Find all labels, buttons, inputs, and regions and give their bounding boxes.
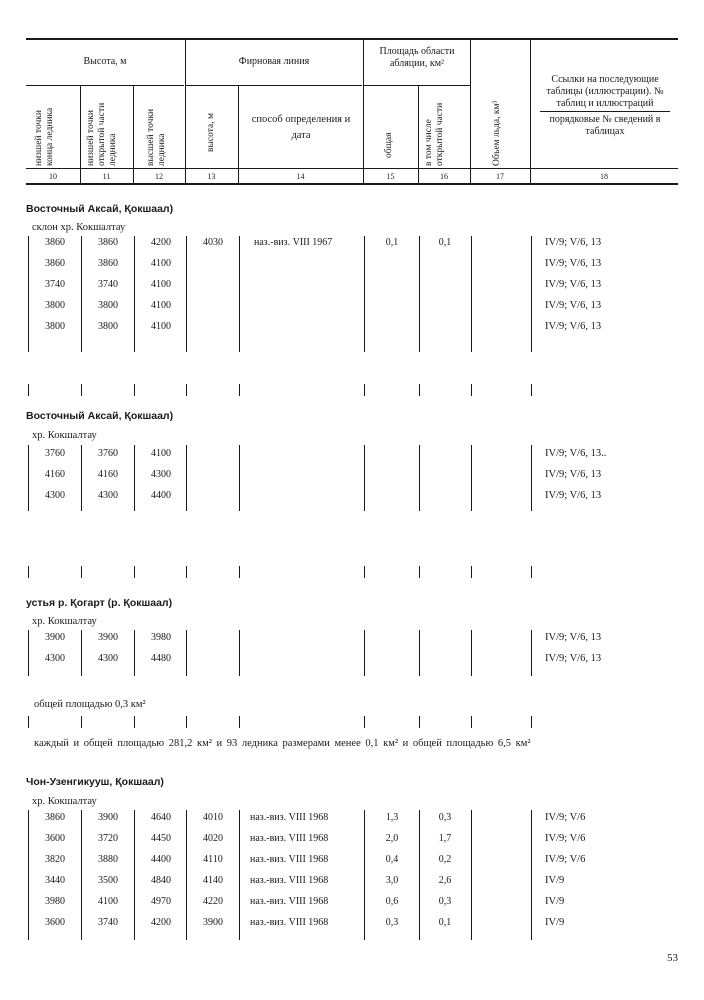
column-rule [419,630,420,676]
cell-c11: 3860 [98,237,118,248]
tick-mark [471,716,472,728]
cell-c12: 4200 [151,237,171,248]
cell-c12: 4300 [151,469,171,480]
column-rule [471,630,472,676]
col-number: 13 [207,172,216,181]
cell-c11: 3860 [98,258,118,269]
cell-c14: наз.-виз. VIII 1968 [250,833,329,844]
cell-c12: 4450 [151,833,171,844]
section-title: Чон-Узенгикууш, Қокшаал) [26,776,164,788]
column-rule [471,810,472,940]
header-top-rule [26,38,678,40]
cell-c13: 4030 [203,237,223,248]
cell-c12: 4400 [151,490,171,501]
col-number: 17 [496,172,504,181]
cell-c18: IV/9; V/6, 13 [545,653,602,664]
column-rule [531,445,532,511]
cell-c10: 4160 [45,469,65,480]
cell-c14: наз.-виз. VIII 1968 [250,917,329,928]
column-rule [531,236,532,352]
column-rule [28,236,29,352]
cell-c10: 3860 [45,258,65,269]
column-rule [239,630,240,676]
cell-c18: IV/9; V/6 [545,812,586,823]
cell-c12: 4100 [151,300,171,311]
section-title: устья р. Қогарт (р. Қокшаал) [26,597,173,609]
col-divider [80,85,81,183]
col14-title: способ определения и дата [251,114,351,141]
column-rule [419,236,420,352]
col-divider [238,85,239,183]
col18-title-top: Ссылки на последующие таблицы (иллюстрации). № таблиц и иллюстраций [546,74,664,109]
column-rule [81,236,82,352]
cell-c12: 3980 [151,632,171,643]
cell-c13: 4020 [203,833,223,844]
cell-c13: 3900 [203,917,223,928]
cell-c18: IV/9; V/6, 13 [545,469,602,480]
tick-mark [186,384,187,396]
cell-c10: 3860 [45,812,65,823]
tick-mark [531,384,532,396]
cell-c10: 3820 [45,854,65,865]
cell-c11: 3800 [98,300,118,311]
column-rule [186,810,187,940]
cell-c18: IV/9; V/6, 13 [545,632,602,643]
cell-c11: 3740 [98,279,118,290]
cell-c18: IV/9; V/6, 13 [545,321,602,332]
cell-c12: 4480 [151,653,171,664]
tick-mark [81,384,82,396]
cell-c15: 1,3 [385,812,399,823]
cell-c10: 3740 [45,279,65,290]
cell-c16: 0,3 [438,896,452,907]
tick-mark [364,716,365,728]
cell-c18: IV/9; V/6, 13 [545,258,602,269]
cell-c14: наз.-виз. VIII 1968 [250,812,329,823]
cell-c13: 4010 [203,812,223,823]
cell-c12: 4100 [151,321,171,332]
col-divider [418,85,419,183]
column-rule [419,810,420,940]
cell-c14: наз.-виз. VIII 1967 [254,237,333,248]
tick-mark [134,716,135,728]
column-rule [531,630,532,676]
cell-c12: 4200 [151,917,171,928]
tick-mark [28,384,29,396]
cell-c18: IV/9; V/6, 13 [545,237,602,248]
column-rule [364,445,365,511]
tick-mark [419,566,420,578]
cell-c11: 4100 [98,896,118,907]
firn-group-title: Фирновая линия [238,56,310,67]
cell-c10: 3980 [45,896,65,907]
column-rule [419,445,420,511]
column-rule [134,810,135,940]
column-rule [186,236,187,352]
tick-mark [134,384,135,396]
cell-c11: 3500 [98,875,118,886]
cell-c10: 4300 [45,653,65,664]
cell-c12: 4100 [151,279,171,290]
tick-mark [239,566,240,578]
cell-c10: 3800 [45,321,65,332]
cell-c10: 3900 [45,632,65,643]
tick-mark [81,566,82,578]
column-rule [81,445,82,511]
tick-mark [364,566,365,578]
column-rule [239,445,240,511]
column-rule [28,810,29,940]
cell-c10: 3760 [45,448,65,459]
tick-mark [239,716,240,728]
cell-c11: 4300 [98,490,118,501]
col-divider [363,40,364,183]
cell-c16: 0,3 [438,812,452,823]
tick-mark [186,716,187,728]
cell-c14: наз.-виз. VIII 1968 [250,875,329,886]
col-divider [133,85,134,183]
tick-mark [186,566,187,578]
cell-c18: IV/9; V/6, 13.. [545,448,607,459]
column-rule [28,630,29,676]
tick-mark [81,716,82,728]
cell-c10: 3600 [45,833,65,844]
col-number: 10 [49,172,57,181]
cell-c18: IV/9; V/6, 13 [545,490,602,501]
col16-title: в том числе открытой части [424,102,445,166]
tick-mark [28,566,29,578]
cell-c12: 4100 [151,258,171,269]
cell-c11: 3740 [98,917,118,928]
cell-c12: 4640 [151,812,171,823]
cell-c18: IV/9; V/6 [545,833,586,844]
col-number: 18 [600,172,608,181]
cell-c11: 3880 [98,854,118,865]
cell-c10: 3440 [45,875,65,886]
column-rule [471,445,472,511]
cell-c14: наз.-виз. VIII 1968 [250,854,329,865]
col-number: 11 [102,172,111,181]
col-number: 15 [386,172,395,181]
cell-c15: 2,0 [385,833,399,844]
column-rule [186,630,187,676]
col10-title: низшей точки конца ледника [34,107,55,166]
tick-mark [28,716,29,728]
cell-c12: 4840 [151,875,171,886]
cell-c16: 0,1 [438,237,452,248]
section-subtitle: склон хр. Кокшалтау [32,222,126,233]
col12-title: высшей точки ледника [146,108,167,166]
column-rule [134,236,135,352]
cell-c12: 4100 [151,448,171,459]
col13-title: высота, м [206,113,216,152]
section-subtitle: хр. Кокшалтау [32,430,97,441]
col-divider [530,40,531,183]
column-rule [364,236,365,352]
column-rule [239,810,240,940]
ablation-group-rule [364,85,470,86]
section-title: Восточный Аксай, Қокшаал) [26,410,174,422]
cell-c13: 4220 [203,896,223,907]
col-number: 12 [155,172,163,181]
cell-c11: 3900 [98,632,118,643]
cell-c10: 4300 [45,490,65,501]
cell-c10: 3860 [45,237,65,248]
cell-c15: 0,1 [385,237,399,248]
cell-c16: 0,1 [438,917,452,928]
col-number: 14 [296,172,305,181]
cell-c11: 3720 [98,833,118,844]
col17-title: Объем льда, км³ [492,100,502,166]
cell-c14: наз.-виз. VIII 1968 [250,896,329,907]
col-number: 16 [440,172,448,181]
column-rule [134,445,135,511]
column-rule [81,810,82,940]
header-mid-rule [26,168,678,169]
cell-c12: 4400 [151,854,171,865]
page-number: 53 [667,952,678,964]
section-title: Восточный Аксай, Қокшаал) [26,203,174,215]
cell-c15: 0,4 [385,854,399,865]
cell-c18: IV/9 [545,875,565,886]
cell-c12: 4970 [151,896,171,907]
cell-c16: 0,2 [438,854,452,865]
tick-mark [419,384,420,396]
tick-mark [134,566,135,578]
cell-c11: 3800 [98,321,118,332]
column-rule [81,630,82,676]
cell-c15: 0,6 [385,896,399,907]
column-rule [28,445,29,511]
tick-mark [419,716,420,728]
cell-c16: 1,7 [438,833,452,844]
cell-c18: IV/9; V/6, 13 [545,279,602,290]
summary-line: каждый и общей площадью 281,2 км² и 93 ледника размерами менее 0,1 км² и общей площадью 6,5 км² [34,738,531,749]
cell-c11: 3900 [98,812,118,823]
tick-mark [471,566,472,578]
section-subtitle: хр. Кокшалтау [32,796,97,807]
cell-c16: 2,6 [438,875,452,886]
tick-mark [471,384,472,396]
section-subtitle: хр. Кокшалтау [32,616,97,627]
header-bottom-rule [26,183,678,185]
ablation-group-title: Площадь области абляции, км² [379,46,455,69]
column-rule [186,445,187,511]
section-note: общей площадью 0,3 км² [34,699,146,710]
tick-mark [239,384,240,396]
cell-c13: 4140 [203,875,223,886]
firn-group-rule [186,85,362,86]
cell-c15: 3,0 [385,875,399,886]
column-rule [134,630,135,676]
col11-title: низшей точки открытой части ледника [86,102,118,166]
cell-c13: 4110 [203,854,223,865]
cell-c11: 4300 [98,653,118,664]
tick-mark [531,566,532,578]
col18-title-bottom: порядковые № сведений в таблицах [549,114,661,137]
height-group-title: Высота, м [83,56,127,67]
column-rule [531,810,532,940]
cell-c18: IV/9; V/6, 13 [545,300,602,311]
cell-c15: 0,3 [385,917,399,928]
tick-mark [364,384,365,396]
column-rule [364,810,365,940]
cell-c10: 3800 [45,300,65,311]
cell-c11: 4160 [98,469,118,480]
cell-c18: IV/9; V/6 [545,854,586,865]
tick-mark [531,716,532,728]
column-rule [239,236,240,352]
cell-c18: IV/9 [545,917,565,928]
col-divider [470,40,471,183]
cell-c11: 3760 [98,448,118,459]
column-rule [471,236,472,352]
column-rule [364,630,365,676]
cell-c18: IV/9 [545,896,565,907]
col15-title: общая [384,132,394,158]
cell-c10: 3600 [45,917,65,928]
col18-rule [540,111,670,112]
